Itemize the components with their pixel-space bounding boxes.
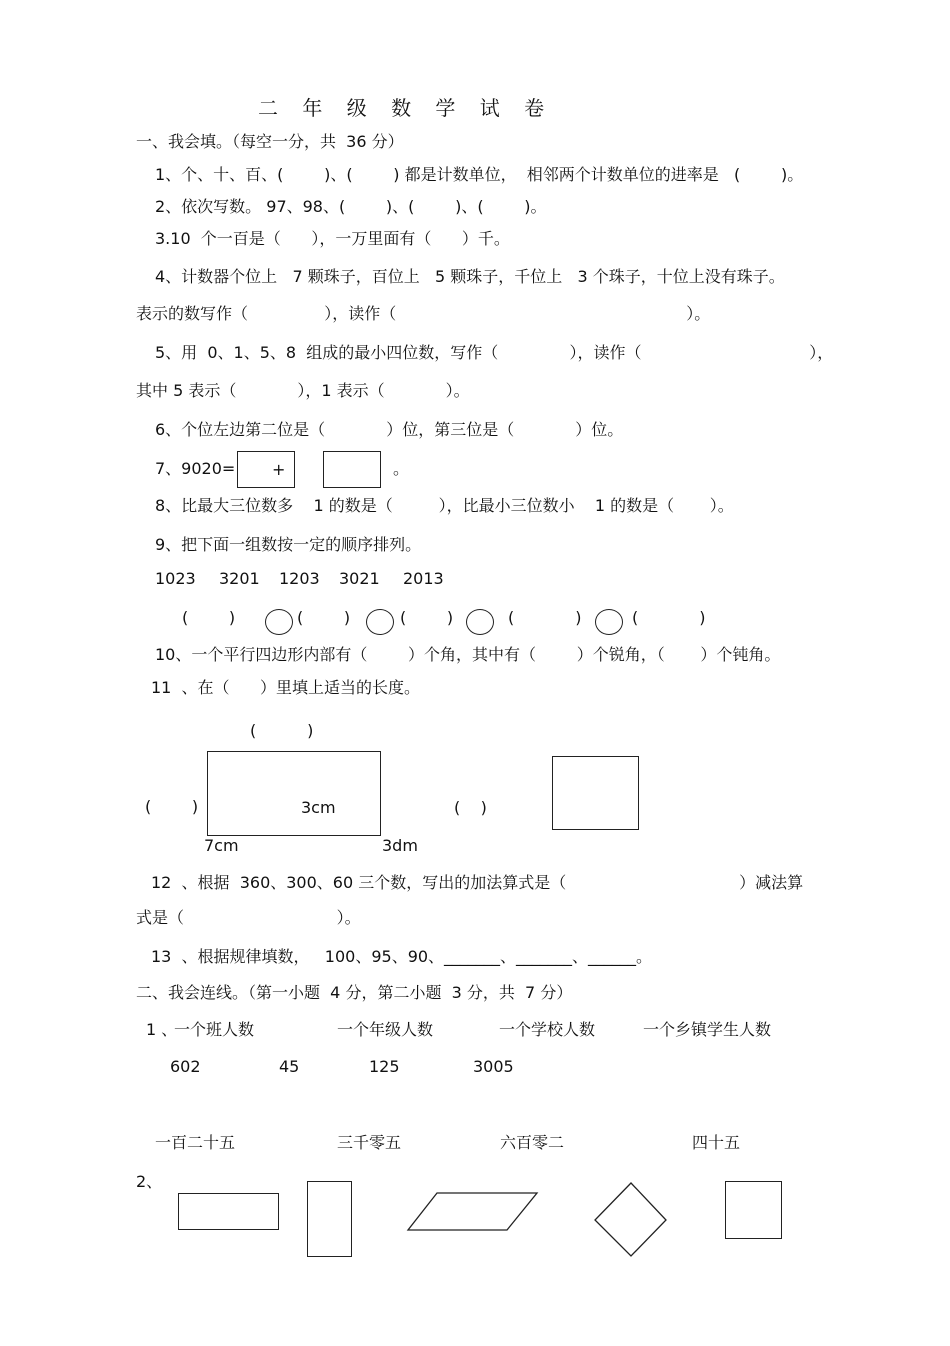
rhombus-shape[interactable] <box>594 1182 668 1258</box>
order-slot[interactable]: ( ) <box>182 608 236 627</box>
question-8: 8、比最大三位数多 1 的数是（ ），比最小三位数小 1 的数是（ ）。 <box>155 496 734 515</box>
match-word[interactable]: 四十五 <box>692 1133 741 1152</box>
question-12-line2: 式是（ ）。 <box>136 908 361 927</box>
comparison-circle[interactable] <box>466 609 494 635</box>
match-number[interactable]: 125 <box>369 1057 400 1076</box>
square-shape[interactable] <box>725 1181 782 1239</box>
match-item[interactable]: 一个年级人数 <box>337 1020 434 1039</box>
question-7-prefix: 7、9020= <box>155 459 236 478</box>
order-slot[interactable]: ( ) <box>297 608 351 627</box>
match-word[interactable]: 六百零二 <box>500 1133 565 1152</box>
length-slot-left[interactable]: ( ) <box>145 797 199 816</box>
question-13: 13 、根据规律填数， 100、95、90、_______、_______、______。 <box>151 947 653 966</box>
length-label: 3dm <box>382 836 418 855</box>
number-item: 2013 <box>403 569 444 588</box>
length-slot-top[interactable]: ( ) <box>250 721 314 740</box>
match-word[interactable]: 三千零五 <box>337 1133 402 1152</box>
section1-heading: 一、我会填。（每空一分，共 36 分） <box>136 132 404 151</box>
question-3: 3.10 个一百是（ ），一万里面有（ ）千。 <box>155 229 510 248</box>
comparison-circle[interactable] <box>265 609 293 635</box>
number-item: 3021 <box>339 569 380 588</box>
match-item[interactable]: 一个班人数 <box>174 1020 255 1039</box>
question-5-line1: 5、用 0、1、5、8 组成的最小四位数，写作（ ），读作（ ）， <box>155 343 834 362</box>
comparison-circle[interactable] <box>595 609 623 635</box>
question-4-line1: 4、计数器个位上 7 颗珠子，百位上 5 颗珠子，千位上 3 个珠子，十位上没有珠子。 <box>155 267 785 286</box>
match-number[interactable]: 3005 <box>473 1057 514 1076</box>
question-4-line2: 表示的数写作（ ），读作（ ）。 <box>136 304 711 323</box>
tall-rectangle-shape[interactable] <box>307 1181 352 1257</box>
question-10: 10、一个平行四边形内部有（ ）个角，其中有（ ）个锐角，（ ）个钝角。 <box>155 645 781 664</box>
question-5-line2: 其中 5 表示（ ），1 表示（ ）。 <box>136 381 470 400</box>
question-9: 9、把下面一组数按一定的顺序排列。 <box>155 535 422 554</box>
question-label: 1 、 <box>146 1020 178 1039</box>
match-word[interactable]: 一百二十五 <box>155 1133 236 1152</box>
order-slot[interactable]: ( ) <box>400 608 454 627</box>
plus-sign: + <box>272 460 286 479</box>
question-6: 6、个位左边第二位是（ ）位，第三位是（ ）位。 <box>155 420 624 439</box>
question-label: 2、 <box>136 1172 163 1191</box>
question-12-line1: 12 、根据 360、300、60 三个数，写出的加法算式是（ ）减法算 <box>151 873 804 892</box>
number-item: 1203 <box>279 569 320 588</box>
answer-box[interactable] <box>237 451 295 488</box>
question-7-suffix: 。 <box>393 459 410 478</box>
length-label: 7cm <box>204 836 239 855</box>
number-item: 3201 <box>219 569 260 588</box>
section2-heading: 二、我会连线。（第一小题 4 分，第二小题 3 分，共 7 分） <box>136 983 573 1002</box>
order-slot[interactable]: ( ) <box>632 608 706 627</box>
number-item: 1023 <box>155 569 196 588</box>
length-slot-middle[interactable]: ( ) <box>454 798 487 817</box>
answer-box[interactable] <box>323 451 381 488</box>
comparison-circle[interactable] <box>366 609 394 635</box>
match-item[interactable]: 一个乡镇学生人数 <box>643 1020 772 1039</box>
parallelogram-shape[interactable] <box>407 1192 539 1232</box>
match-number[interactable]: 602 <box>170 1057 201 1076</box>
page-title: 二 年 级 数 学 试 卷 <box>258 96 545 120</box>
question-1: 1、个、十、百、( )、( ) 都是计数单位， 相邻两个计数单位的进率是 ( )。 <box>155 165 804 184</box>
square-figure <box>552 756 639 830</box>
rectangle-figure <box>207 751 381 836</box>
question-2: 2、依次写数。 97、98、( )、( )、( )。 <box>155 197 547 216</box>
match-item[interactable]: 一个学校人数 <box>499 1020 596 1039</box>
match-number[interactable]: 45 <box>279 1057 300 1076</box>
wide-rectangle-shape[interactable] <box>178 1193 279 1230</box>
question-11: 11 、在（ ）里填上适当的长度。 <box>151 678 421 697</box>
rectangle-label: 3cm <box>301 798 336 817</box>
order-slot[interactable]: ( ) <box>508 608 582 627</box>
